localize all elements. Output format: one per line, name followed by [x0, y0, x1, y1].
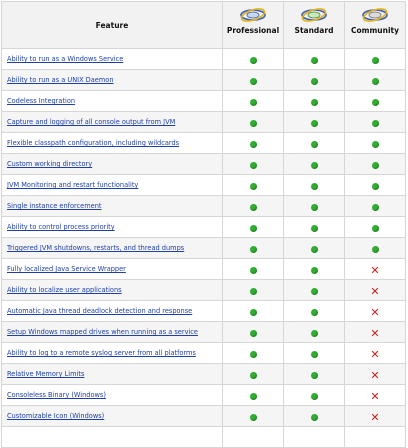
support-cell-community — [345, 343, 406, 364]
green-dot-icon — [250, 183, 257, 190]
green-dot-icon — [372, 141, 379, 148]
support-cell-professional — [223, 280, 284, 301]
green-dot-icon — [250, 288, 257, 295]
feature-link[interactable]: Ability to run as a Windows Service — [2, 49, 223, 70]
red-x-icon: ✕ — [370, 410, 380, 424]
green-dot-icon — [250, 57, 257, 64]
support-cell-standard — [284, 154, 345, 175]
support-cell-community — [345, 49, 406, 70]
support-cell-standard — [284, 133, 345, 154]
green-dot-icon — [311, 57, 318, 64]
red-x-icon: ✕ — [370, 368, 380, 382]
feature-link[interactable]: Flexible classpath configuration, including wildcards — [2, 133, 223, 154]
table-row — [2, 91, 406, 112]
table-header-row — [2, 2, 406, 49]
support-cell-standard — [284, 343, 345, 364]
green-dot-icon — [250, 141, 257, 148]
support-cell-standard — [284, 196, 345, 217]
support-cell-professional — [223, 238, 284, 259]
support-cell-professional — [223, 112, 284, 133]
green-dot-icon — [311, 183, 318, 190]
green-dot-icon — [311, 120, 318, 127]
green-dot-icon — [372, 246, 379, 253]
edition-label-community: Community — [350, 26, 399, 35]
feature-link[interactable]: Capture and logging of all console output from JVM — [2, 112, 223, 133]
green-dot-icon — [311, 225, 318, 232]
table-row — [2, 343, 406, 364]
green-dot-icon — [311, 78, 318, 85]
green-dot-icon — [311, 309, 318, 316]
table-row — [2, 238, 406, 259]
support-cell-community — [345, 238, 406, 259]
support-cell-community — [345, 112, 406, 133]
feature-link[interactable]: Ability to log to a remote syslog server from all platforms — [2, 343, 223, 364]
table-row — [2, 175, 406, 196]
green-dot-icon — [311, 246, 318, 253]
edition-label-standard: Standard — [294, 26, 334, 35]
support-cell-standard — [284, 385, 345, 406]
feature-link[interactable]: Fully localized Java Service Wrapper — [2, 259, 223, 280]
red-x-icon: ✕ — [370, 326, 380, 340]
feature-column-header: Feature — [2, 2, 223, 49]
support-cell-professional — [223, 406, 284, 427]
green-dot-icon — [311, 204, 318, 211]
support-cell-standard — [284, 280, 345, 301]
red-x-icon: ✕ — [370, 347, 380, 361]
feature-link[interactable]: Custom working directory — [2, 154, 223, 175]
feature-link[interactable]: Relative Memory Limits — [2, 364, 223, 385]
green-dot-icon — [250, 351, 257, 358]
green-dot-icon — [372, 225, 379, 232]
support-cell-community — [345, 301, 406, 322]
table-row — [2, 280, 406, 301]
green-dot-icon — [372, 120, 379, 127]
support-cell-community — [345, 196, 406, 217]
support-cell-professional — [223, 196, 284, 217]
edition-header-community — [345, 2, 406, 49]
green-dot-icon — [250, 99, 257, 106]
support-cell-standard — [284, 112, 345, 133]
support-cell-community — [345, 364, 406, 385]
feature-link[interactable]: Ability to run as a UNIX Daemon — [2, 70, 223, 91]
support-cell-professional — [223, 154, 284, 175]
support-cell-standard — [284, 259, 345, 280]
green-dot-icon — [311, 99, 318, 106]
support-cell-community — [345, 217, 406, 238]
green-dot-icon — [372, 99, 379, 106]
wrapper-logo-icon — [360, 6, 390, 24]
support-cell-professional — [223, 301, 284, 322]
support-cell-professional — [223, 217, 284, 238]
green-dot-icon — [372, 183, 379, 190]
table-row — [2, 364, 406, 385]
support-cell-community — [345, 154, 406, 175]
green-dot-icon — [250, 120, 257, 127]
support-cell-standard — [284, 322, 345, 343]
green-dot-icon — [250, 330, 257, 337]
table-row — [2, 112, 406, 133]
feature-link[interactable]: Ability to control process priority — [2, 217, 223, 238]
support-cell-professional — [223, 70, 284, 91]
green-dot-icon — [372, 78, 379, 85]
support-cell-community — [345, 406, 406, 427]
feature-link[interactable]: Setup Windows mapped drives when running as a service — [2, 322, 223, 343]
table-row — [2, 385, 406, 406]
feature-link[interactable]: Single instance enforcement — [2, 196, 223, 217]
red-x-icon: ✕ — [370, 305, 380, 319]
green-dot-icon — [372, 162, 379, 169]
table-row — [2, 133, 406, 154]
support-cell-standard — [284, 217, 345, 238]
support-cell-standard — [284, 49, 345, 70]
green-dot-icon — [250, 267, 257, 274]
edition-header-standard — [284, 2, 345, 49]
support-cell-standard — [284, 238, 345, 259]
feature-link[interactable]: Consoleless Binary (Windows) — [2, 385, 223, 406]
green-dot-icon — [250, 393, 257, 400]
support-cell-professional — [223, 133, 284, 154]
green-dot-icon — [250, 372, 257, 379]
green-dot-icon — [250, 162, 257, 169]
feature-link[interactable]: JVM Monitoring and restart functionality — [2, 175, 223, 196]
green-dot-icon — [250, 309, 257, 316]
green-dot-icon — [311, 162, 318, 169]
table-row — [2, 217, 406, 238]
green-dot-icon — [311, 372, 318, 379]
feature-link[interactable]: Automatic Java thread deadlock detection and response — [2, 301, 223, 322]
red-x-icon: ✕ — [370, 263, 380, 277]
feature-link[interactable]: Triggered JVM shutdowns, restarts, and thread dumps — [2, 238, 223, 259]
support-cell-community — [345, 385, 406, 406]
green-dot-icon — [311, 141, 318, 148]
table-row — [2, 406, 406, 427]
support-cell-community — [345, 322, 406, 343]
support-cell-professional — [223, 175, 284, 196]
support-cell-professional — [223, 91, 284, 112]
support-cell-professional — [223, 49, 284, 70]
edition-label-professional: Professional — [226, 26, 280, 35]
green-dot-icon — [372, 57, 379, 64]
green-dot-icon — [311, 414, 318, 421]
red-x-icon: ✕ — [370, 284, 380, 298]
support-cell-standard — [284, 301, 345, 322]
table-row — [2, 301, 406, 322]
wrapper-logo-icon — [299, 6, 329, 24]
support-cell-community — [345, 133, 406, 154]
green-dot-icon — [250, 414, 257, 421]
table-row — [2, 154, 406, 175]
feature-link[interactable]: Ability to localize user applications — [2, 280, 223, 301]
support-cell-professional — [223, 343, 284, 364]
feature-rows — [2, 49, 406, 448]
table-row — [2, 196, 406, 217]
feature-comparison-table — [1, 1, 406, 448]
support-cell-standard — [284, 364, 345, 385]
green-dot-icon — [311, 330, 318, 337]
edition-header-professional — [223, 2, 284, 49]
support-cell-professional — [223, 259, 284, 280]
support-cell-professional — [223, 364, 284, 385]
green-dot-icon — [311, 288, 318, 295]
green-dot-icon — [250, 78, 257, 85]
support-cell-community — [345, 280, 406, 301]
green-dot-icon — [311, 267, 318, 274]
support-cell-standard — [284, 91, 345, 112]
feature-link[interactable]: Customizable Icon (Windows) — [2, 406, 223, 427]
table-row — [2, 49, 406, 70]
green-dot-icon — [250, 225, 257, 232]
support-cell-community — [345, 70, 406, 91]
table-row — [2, 70, 406, 91]
green-dot-icon — [250, 246, 257, 253]
support-cell-professional — [223, 385, 284, 406]
support-cell-community — [345, 259, 406, 280]
table-row — [2, 259, 406, 280]
support-cell-community — [345, 175, 406, 196]
red-x-icon: ✕ — [370, 389, 380, 403]
wrapper-logo-icon — [238, 6, 268, 24]
feature-link[interactable]: Codeless Integration — [2, 91, 223, 112]
green-dot-icon — [311, 393, 318, 400]
support-cell-standard — [284, 406, 345, 427]
table-row — [2, 322, 406, 343]
support-cell-standard — [284, 70, 345, 91]
green-dot-icon — [311, 351, 318, 358]
support-cell-standard — [284, 175, 345, 196]
green-dot-icon — [372, 204, 379, 211]
support-cell-professional — [223, 322, 284, 343]
support-cell-community — [345, 91, 406, 112]
green-dot-icon — [250, 204, 257, 211]
